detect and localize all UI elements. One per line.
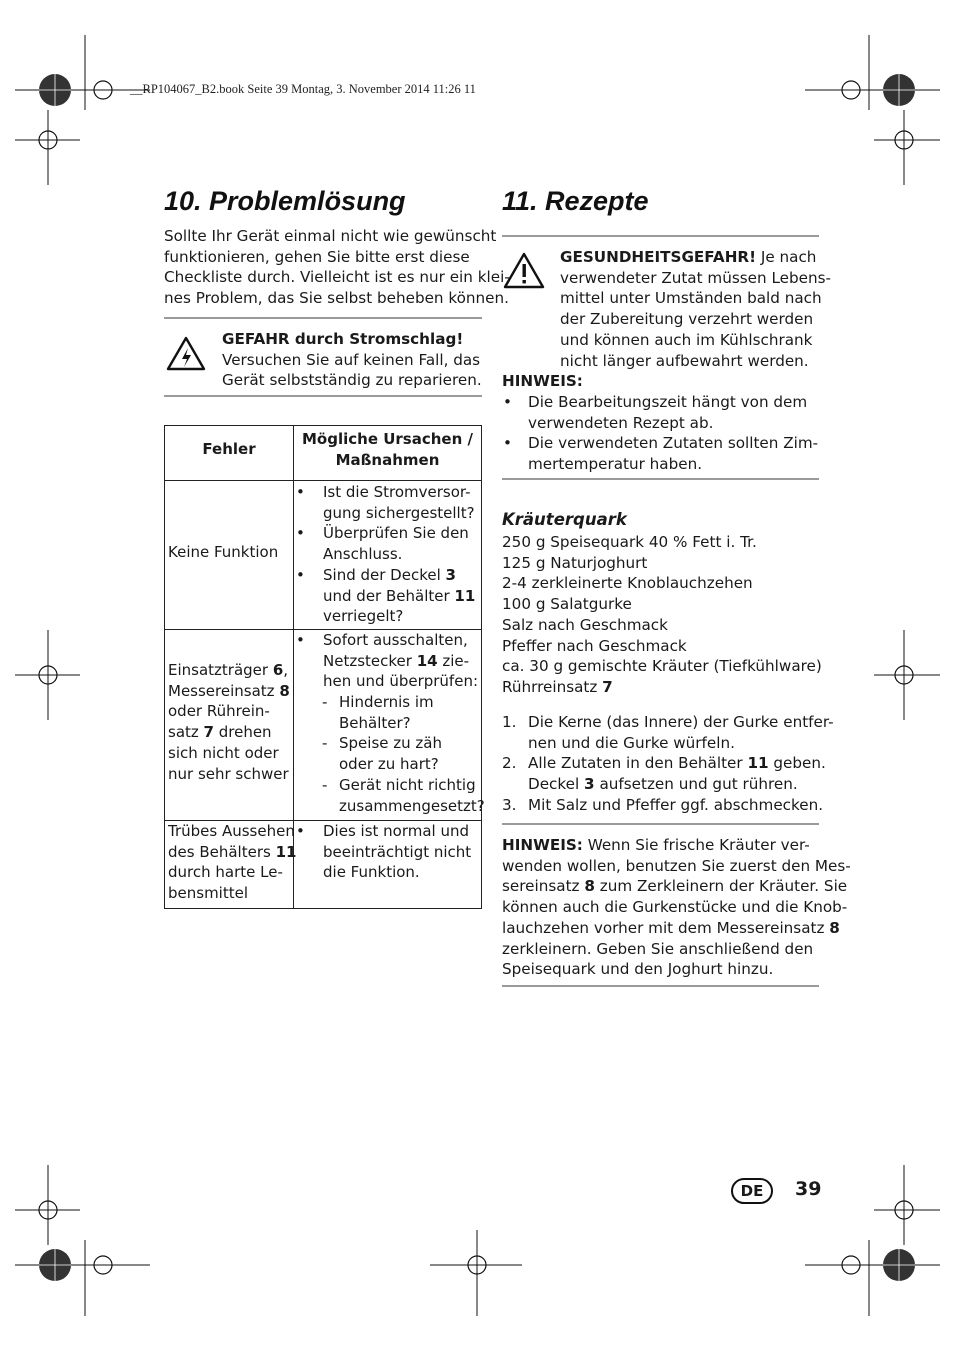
row1-bullets: • • •	[296, 483, 305, 584]
heading-problemloesung: 10. Problemlösung	[164, 186, 406, 216]
row2-causes: Sofort ausschalten, Netzstecker 14 zie- hen und überprüfen:	[323, 631, 479, 691]
row3-causes: Dies ist normal und beeinträchtigt nicht die Funktion.	[323, 822, 472, 882]
col-header-fehler: Fehler	[202, 440, 256, 458]
language-badge: DE	[731, 1178, 773, 1204]
recipe-title: Kräuterquark	[502, 510, 627, 529]
row1-causes: Ist die Stromversor- gung sichergestellt? Überprüfen Sie den Anschluss. Sind der Deckel 3 und der Behälter 11 verriegelt?	[323, 483, 476, 626]
row2-dashes: - - -	[322, 693, 328, 794]
steps-list: Die Kerne (das Innere) der Gurke entfer- nen und die Gurke würfeln. Alle Zutaten in den Behälter 11 geben. Deckel 3 aufsetzen und gut rühren. Mit Salz und Pfeffer ggf. abschmecken.	[528, 713, 834, 814]
row3-bullet: •	[296, 822, 305, 840]
hinweis2-text: HINWEIS: Wenn Sie frische Kräuter ver- wenden wollen, benutzen Sie zuerst den Mes- sereinsatz 8 zum Zerkleinern der Kräuter. Sie können auch die Gurkenstücke und die Knob- lauchzehen vorher mit dem Messereinsatz 8 zerkleinern. Geben Sie anschließend den Speisequark und den Joghurt hinzu.	[502, 836, 851, 979]
row1-fault: Keine Funktion	[168, 543, 279, 561]
hinweis-bullets: Die Bearbeitungszeit hängt von dem verwendeten Rezept ab. Die verwendeten Zutaten sollten Zim- mertemperatur haben.	[528, 393, 819, 474]
row2-checklist: Hindernis im Behälter? Speise zu zäh oder zu hart? Gerät nicht richtig zusammengesetzt?	[339, 693, 485, 815]
hinweis-bottom-rule	[502, 478, 819, 480]
hinweis-bullet-dots: • •	[503, 393, 512, 453]
row3-fault: Trübes Aussehen des Behälters 11 durch harte Le- bensmittel	[168, 822, 297, 903]
ingredients-list: 250 g Speisequark 40 % Fett i. Tr. 125 g Naturjoghurt 2-4 zerkleinerte Knoblauchzehen 100 g Salatgurke Salz nach Geschmack Pfeffer nach Geschmack ca. 30 g gemischte Kräuter (Tiefkühlware) Rührreinsatz 7	[502, 533, 822, 696]
step-numbers: 1. 2. 3.	[502, 713, 517, 814]
hinweis2-top-rule	[502, 823, 819, 825]
electric-hazard-icon	[166, 336, 206, 372]
electric-warning-text: GEFAHR durch Stromschlag! Versuchen Sie auf keinen Fall, das Gerät selbstständig zu reparieren.	[222, 330, 482, 390]
warning-bottom-rule	[164, 395, 482, 397]
warning-icon	[503, 252, 545, 290]
troubleshooting-table	[164, 425, 485, 909]
file-header: __RP104067_B2.book Seite 39 Montag, 3. November 2014 11:26 11	[130, 82, 476, 96]
page-number: 39	[795, 1178, 822, 1200]
health-warning-top-rule	[502, 235, 819, 237]
health-warning-text: GESUNDHEITSGEFAHR! Je nach verwendeter Zutat müssen Lebens- mittel unter Umständen bald nach der Zubereitung verzehrt werden und können auch im Kühlschrank nicht länger aufbewahrt werden.	[560, 248, 831, 370]
hinweis2-bottom-rule	[502, 985, 819, 987]
warning-top-rule	[164, 317, 482, 319]
row2-fault: Einsatzträger 6, Messereinsatz 8 oder Rührein- satz 7 drehen sich nicht oder nur sehr schwer	[168, 661, 290, 783]
intro-paragraph: Sollte Ihr Gerät einmal nicht wie gewünscht funktionieren, gehen Sie bitte erst diese Checkliste durch. Vielleicht ist es nur ein klei- nes Problem, das Sie selbst beheben können.	[164, 227, 510, 308]
hinweis-label: HINWEIS:	[502, 372, 583, 390]
col-header-ursachen: Mögliche Ursachen / Maßnahmen	[302, 430, 473, 469]
heading-rezepte: 11. Rezepte	[502, 186, 649, 216]
row2-bullet: •	[296, 631, 305, 649]
